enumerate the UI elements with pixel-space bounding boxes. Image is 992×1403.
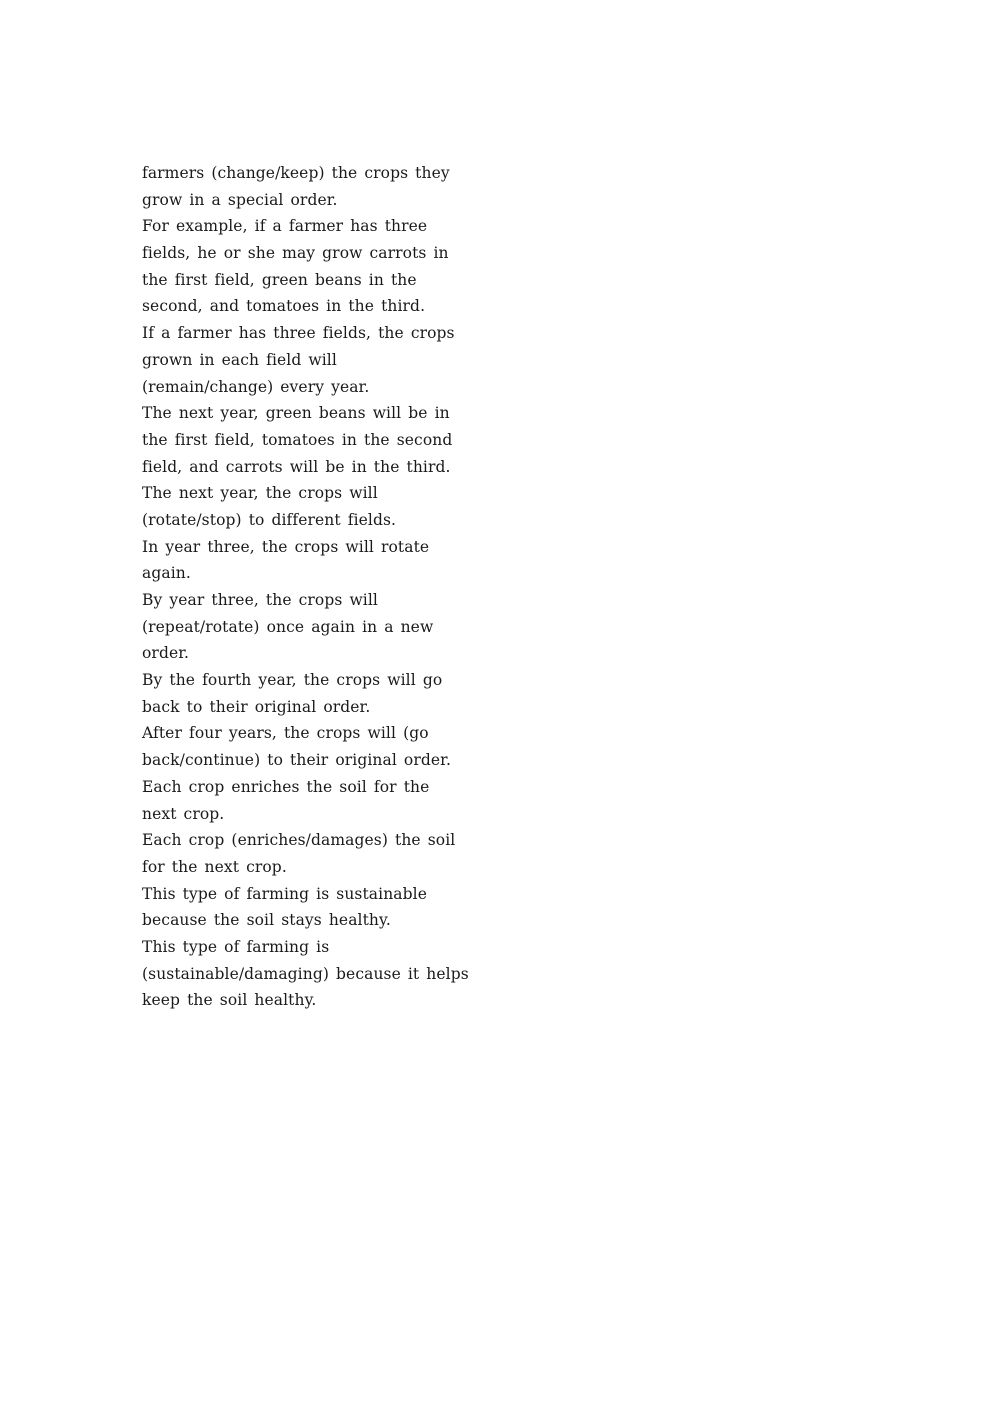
text-line: In year three, the crops will rotate: [142, 537, 430, 556]
text-line: keep the soil healthy.: [142, 991, 317, 1010]
text-line: After four years, the crops will (go: [142, 724, 429, 743]
text-line: back/continue) to their original order.: [142, 751, 451, 770]
document-text-block: [142, 160, 502, 1014]
text-line: (rotate/stop) to different fields.: [142, 510, 397, 529]
text-line: If a farmer has three fields, the crops: [142, 324, 455, 343]
text-line: By the fourth year, the crops will go: [142, 671, 443, 690]
text-line: farmers (change/keep) the crops they: [142, 164, 450, 182]
text-line: This type of farming is: [142, 937, 330, 956]
text-line: second, and tomatoes in the third.: [142, 297, 426, 316]
text-line: next crop.: [142, 804, 225, 823]
text-line: (remain/change) every year.: [142, 377, 370, 396]
text-line: back to their original order.: [142, 697, 371, 716]
text-line: grown in each field will: [142, 350, 337, 369]
text-line: grow in a special order.: [142, 190, 338, 209]
text-line: The next year, the crops will: [142, 484, 378, 503]
text-line: For example, if a farmer has three: [142, 217, 428, 236]
text-line: The next year, green beans will be in: [142, 404, 450, 423]
text-line: Each crop (enriches/damages) the soil: [142, 831, 456, 850]
text-line: the first field, green beans in the: [142, 270, 417, 289]
text-line: order.: [142, 644, 190, 663]
text-line: again.: [142, 564, 191, 583]
text-line: fields, he or she may grow carrots in: [142, 244, 449, 263]
text-line: (sustainable/damaging) because it helps: [142, 964, 469, 983]
text-line: because the soil stays healthy.: [142, 911, 391, 930]
text-line: By year three, the crops will: [142, 591, 378, 609]
text-line: Each crop enriches the soil for the: [142, 777, 430, 796]
text-line: for the next crop.: [142, 857, 287, 876]
text-line: the first field, tomatoes in the second: [142, 430, 453, 449]
text-line: (repeat/rotate) once again in a new: [142, 617, 434, 636]
text-line: field, and carrots will be in the third.: [142, 457, 451, 476]
text-line: This type of farming is sustainable: [142, 884, 427, 903]
